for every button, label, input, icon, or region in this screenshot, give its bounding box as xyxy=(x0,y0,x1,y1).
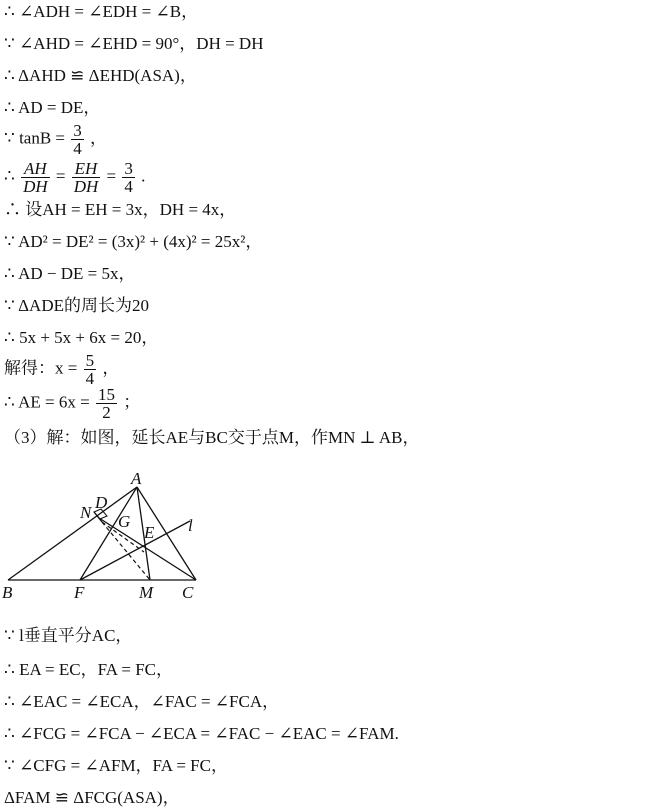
fraction-denominator: DH xyxy=(23,177,48,196)
fraction-numerator: EH xyxy=(72,160,101,178)
proof-text: . xyxy=(141,166,146,186)
fraction-numerator: 15 xyxy=(97,385,115,404)
point-label-E: E xyxy=(144,523,155,542)
proof-text: ∴ ∠ADH = ∠EDH = ∠B， xyxy=(4,2,199,21)
point-label-B: B xyxy=(2,583,13,602)
point-label-D: D xyxy=(95,493,108,512)
proof-text: ∴ xyxy=(4,166,15,186)
proof-line-15 xyxy=(4,626,132,646)
proof-text: ∴ 5x + 5x + 6x = 20， xyxy=(4,328,159,347)
proof-text: ； xyxy=(123,392,141,412)
fraction-denominator: 2 xyxy=(102,403,111,422)
proof-text: 解得：x = xyxy=(4,358,78,378)
proof-text: ∴ ΔAHD ≌ ΔEHD(ASA)， xyxy=(4,66,197,85)
proof-line-20 xyxy=(4,788,180,808)
proof-text: ΔFAM ≌ ΔFCG(ASA)， xyxy=(4,788,180,807)
segment-BA xyxy=(8,487,137,580)
proof-text: ∵ l垂直平分AC， xyxy=(4,626,133,645)
point-label-N: N xyxy=(80,503,92,522)
proof-line-16 xyxy=(4,660,173,680)
fraction-denominator: DH xyxy=(73,177,99,196)
proof-text: ∴ AD − DE = 5x， xyxy=(4,264,136,283)
fraction-numerator: 3 xyxy=(73,121,82,140)
proof-text: ∵ ΔADE的周长为20 xyxy=(4,296,149,315)
proof-text: ∴ EA = EC，FA = FC， xyxy=(4,660,174,679)
proof-line-19 xyxy=(4,756,228,776)
point-label-G: G xyxy=(118,512,131,531)
proof-text: ∴ AD = DE， xyxy=(4,98,101,117)
fraction-denominator: 4 xyxy=(85,369,95,388)
proof-text: ， xyxy=(90,128,108,148)
fraction-numerator: AH xyxy=(21,160,50,178)
proof-text: （3）解：如图，延长AE与BC交于点M，作MN ⊥ AB， xyxy=(4,428,420,447)
proof-line-17 xyxy=(4,692,279,712)
proof-text: ∵ AD² = DE² = (3x)² + (4x)² = 25x²， xyxy=(4,232,263,251)
proof-text: ∵ tanB = xyxy=(4,128,66,148)
proof-text: ∴ 设AH = EH = 3x，DH = 4x， xyxy=(4,200,237,219)
point-label-M: M xyxy=(139,583,154,602)
line-l xyxy=(80,521,190,580)
fraction-numerator: 3 xyxy=(124,159,133,178)
fraction-numerator: 5 xyxy=(85,351,95,370)
line-label-l: l xyxy=(188,516,193,535)
proof-text: ∴ ∠EAC = ∠ECA，∠FAC = ∠FCA， xyxy=(4,692,280,711)
point-label-C: C xyxy=(182,583,194,602)
proof-text: ∵ ∠CFG = ∠AFM，FA = FC， xyxy=(4,756,228,775)
proof-text: ， xyxy=(102,358,120,378)
fraction-denominator: 4 xyxy=(73,139,82,158)
point-label-A: A xyxy=(131,469,142,488)
proof-text: ∵ ∠AHD = ∠EHD = 90°，DH = DH xyxy=(4,34,264,53)
fraction-denominator: 4 xyxy=(124,177,133,196)
proof-text: ∴ ∠FCG = ∠FCA − ∠ECA = ∠FAC − ∠EAC = ∠FAM. xyxy=(4,724,399,743)
segment-AF xyxy=(80,487,137,580)
point-label-F: F xyxy=(74,583,85,602)
proof-line-18 xyxy=(4,724,399,744)
proof-text: = xyxy=(55,166,66,186)
proof-text: ∴ AE = 6x = xyxy=(4,392,90,412)
proof-text: = xyxy=(106,166,117,186)
